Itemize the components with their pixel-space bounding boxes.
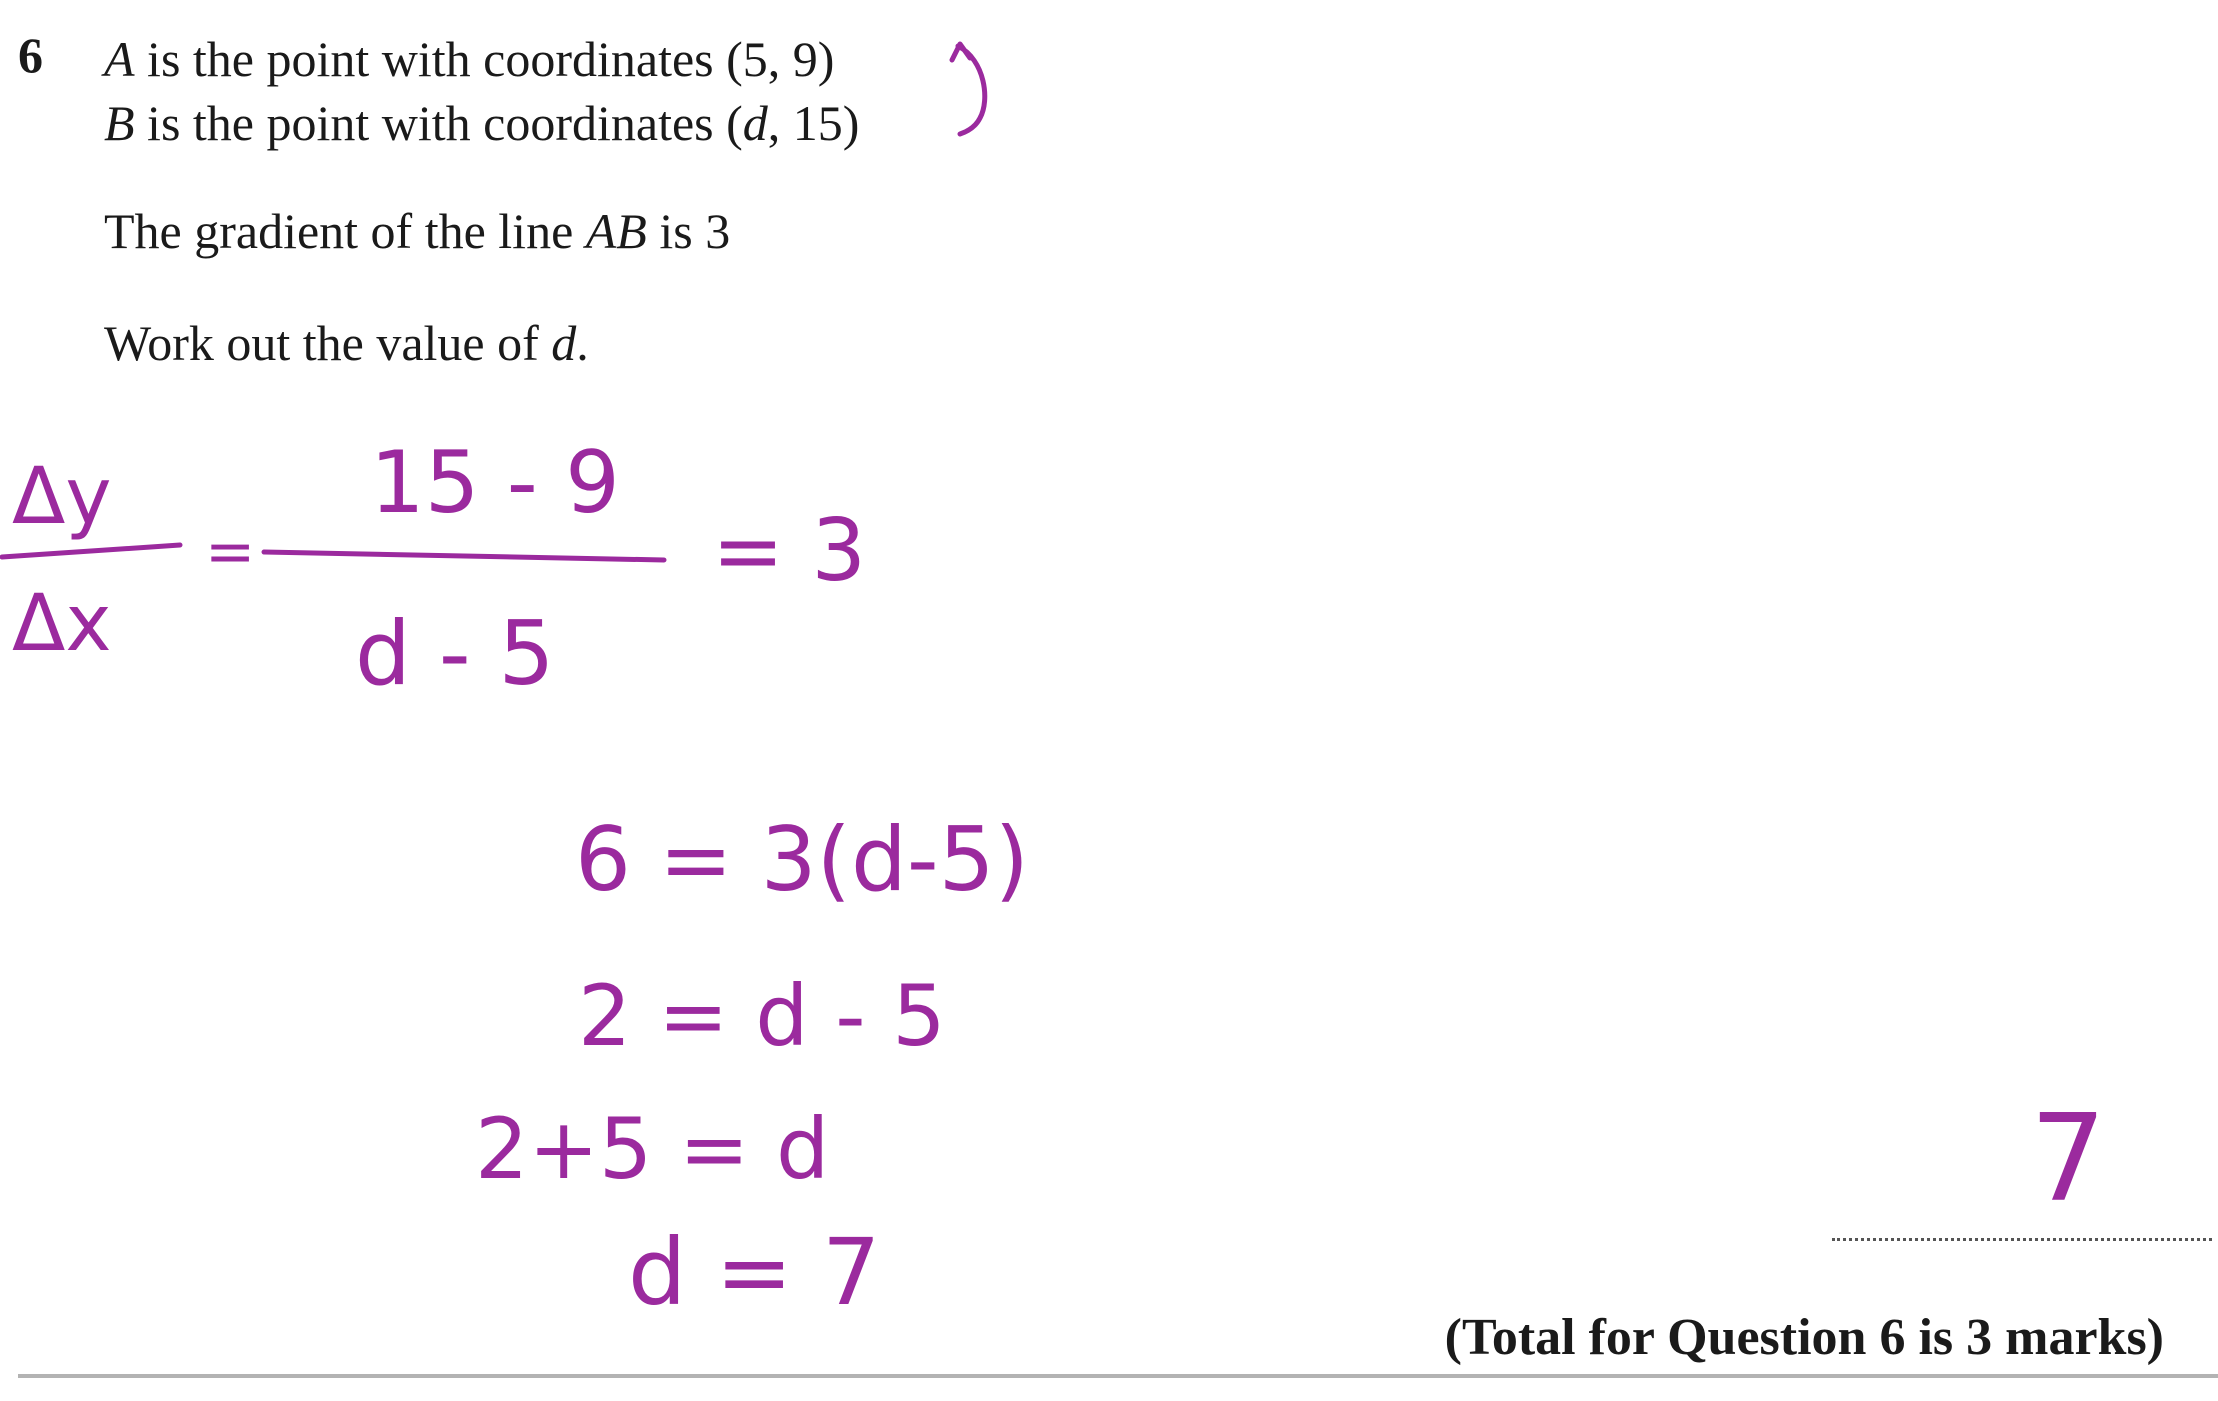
point-a-label: A (104, 31, 135, 87)
delta-y: Δy (12, 452, 112, 542)
point-b-text-end: , 15) (767, 95, 860, 151)
step-2: 2 = d - 5 (578, 967, 946, 1065)
numerator: 15 - 9 (370, 433, 620, 533)
denominator: d - 5 (355, 602, 555, 705)
instruction-text: Work out the value of (104, 315, 552, 371)
first-equals-sign: = (205, 517, 256, 587)
question-number: 6 (18, 27, 43, 83)
question-total: (Total for Question 6 is 3 marks) (1444, 1309, 2164, 1366)
step-3: 2+5 = d (475, 1100, 830, 1198)
equals-three: = 3 (712, 501, 867, 601)
swap-arrow-icon (952, 44, 985, 134)
divider (18, 1374, 2218, 1378)
point-b-text: is the point with coordinates ( (134, 95, 743, 151)
answer-line (1832, 1238, 2212, 1241)
point-b-variable: d (742, 95, 768, 151)
line-label: AB (585, 203, 647, 259)
instruction-end: . (576, 315, 589, 371)
gradient-text: The gradient of the line (104, 203, 586, 259)
main-fraction-bar (264, 552, 664, 560)
delta-x: Δx (12, 579, 112, 669)
final-answer: 7 (2030, 1090, 2107, 1229)
step-4: d = 7 (628, 1219, 881, 1326)
left-fraction-bar (2, 545, 180, 557)
point-b-label: B (104, 95, 135, 151)
gradient-value-text: is 3 (646, 203, 731, 259)
instruction-variable: d (551, 315, 577, 371)
step-1: 6 = 3(d-5) (575, 808, 1029, 911)
point-a-text: is the point with coordinates (5, 9) (134, 31, 835, 87)
